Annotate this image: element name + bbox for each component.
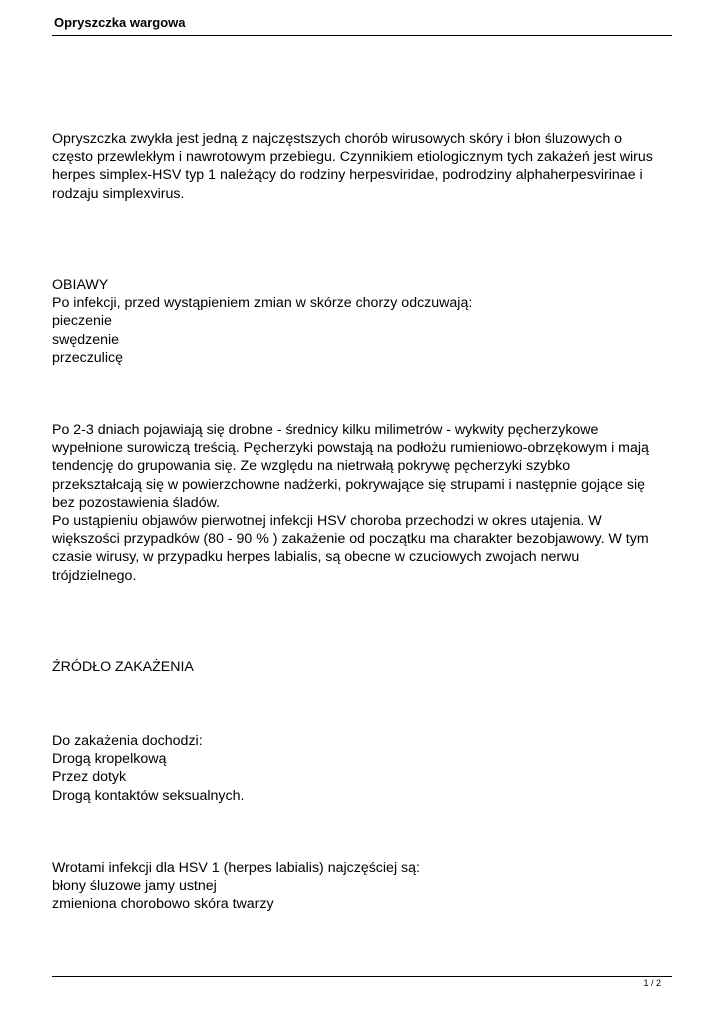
header-divider — [52, 35, 672, 36]
page-number: 1 / 2 — [643, 978, 661, 988]
text-line: często przewlekłym i nawrotowym przebiegu. Czynnikiem etiologicznym tych zakażeń jest wirus — [52, 149, 653, 166]
list-item: swędzenie — [52, 331, 120, 348]
footer-divider — [52, 976, 672, 977]
list-item: Przez dotyk — [52, 769, 127, 786]
text-line: bez pozostawienia śladów. — [52, 494, 220, 511]
text-line: przekształcają się w powierzchowne nadżerki, pokrywające się strupami i następnie gojące się — [52, 476, 646, 493]
text-line: wypełnione surowiczą treścią. Pęcherzyki powstają na podłożu rumieniowo-obrzękowym i mają — [52, 440, 649, 457]
text-line: Do zakażenia dochodzi: — [52, 733, 203, 749]
symptoms-section — [52, 276, 677, 367]
list-item: Drogą kropelkową — [52, 751, 167, 768]
source-section — [52, 658, 677, 676]
entry-section — [52, 859, 677, 914]
text-line: czasie wirusy, w przypadku herpes labialis, są obecne w czuciowych zwojach nerwu — [52, 549, 580, 566]
page-title: Opryszczka wargowa — [54, 15, 186, 30]
text-line: rodzaju simplexvirus. — [52, 185, 185, 202]
text-line: Po ustąpieniu objawów pierwotnej infekcji HSV choroba przechodzi w okres utajenia. W — [52, 513, 602, 530]
course-paragraph — [52, 421, 677, 585]
list-item: błony śluzowe jamy ustnej — [52, 878, 217, 895]
list-item: przeczulicę — [52, 349, 123, 366]
list-item: Drogą kontaktów seksualnych. — [52, 787, 245, 804]
text-line: trójdzielnego. — [52, 567, 137, 584]
text-line: Wrotami infekcji dla HSV 1 (herpes labialis) najczęściej są: — [52, 860, 420, 876]
text-line: herpes simplex-HSV typ 1 należący do rodziny herpesviridae, podrodziny alphaherpesvirinae i — [52, 167, 643, 184]
text-line: Opryszczka zwykła jest jedną z najczęstszych chorób wirusowych skóry i błon śluzowych o — [52, 131, 623, 147]
text-line: Po infekcji, przed wystąpieniem zmian w skórze chorzy odczuwają: — [52, 295, 473, 312]
list-item: pieczenie — [52, 313, 112, 330]
section-heading: ŹRÓDŁO ZAKAŻENIA — [52, 659, 194, 675]
transmission-section — [52, 732, 677, 805]
list-item: zmieniona chorobowo skóra twarzy — [52, 896, 274, 913]
text-line: tendencję do grupowania się. Ze względu na nietrwałą pokrywę pęcherzyki szybko — [52, 458, 571, 475]
intro-paragraph — [52, 130, 677, 203]
section-heading: OBIAWY — [52, 277, 109, 293]
text-line: Po 2-3 dniach pojawiają się drobne - średnicy kilku milimetrów - wykwity pęcherzykowe — [52, 422, 599, 438]
text-line: większości przypadków (80 - 90 % ) zakażenie od początku ma charakter bezobjawowy. W tym — [52, 531, 649, 548]
